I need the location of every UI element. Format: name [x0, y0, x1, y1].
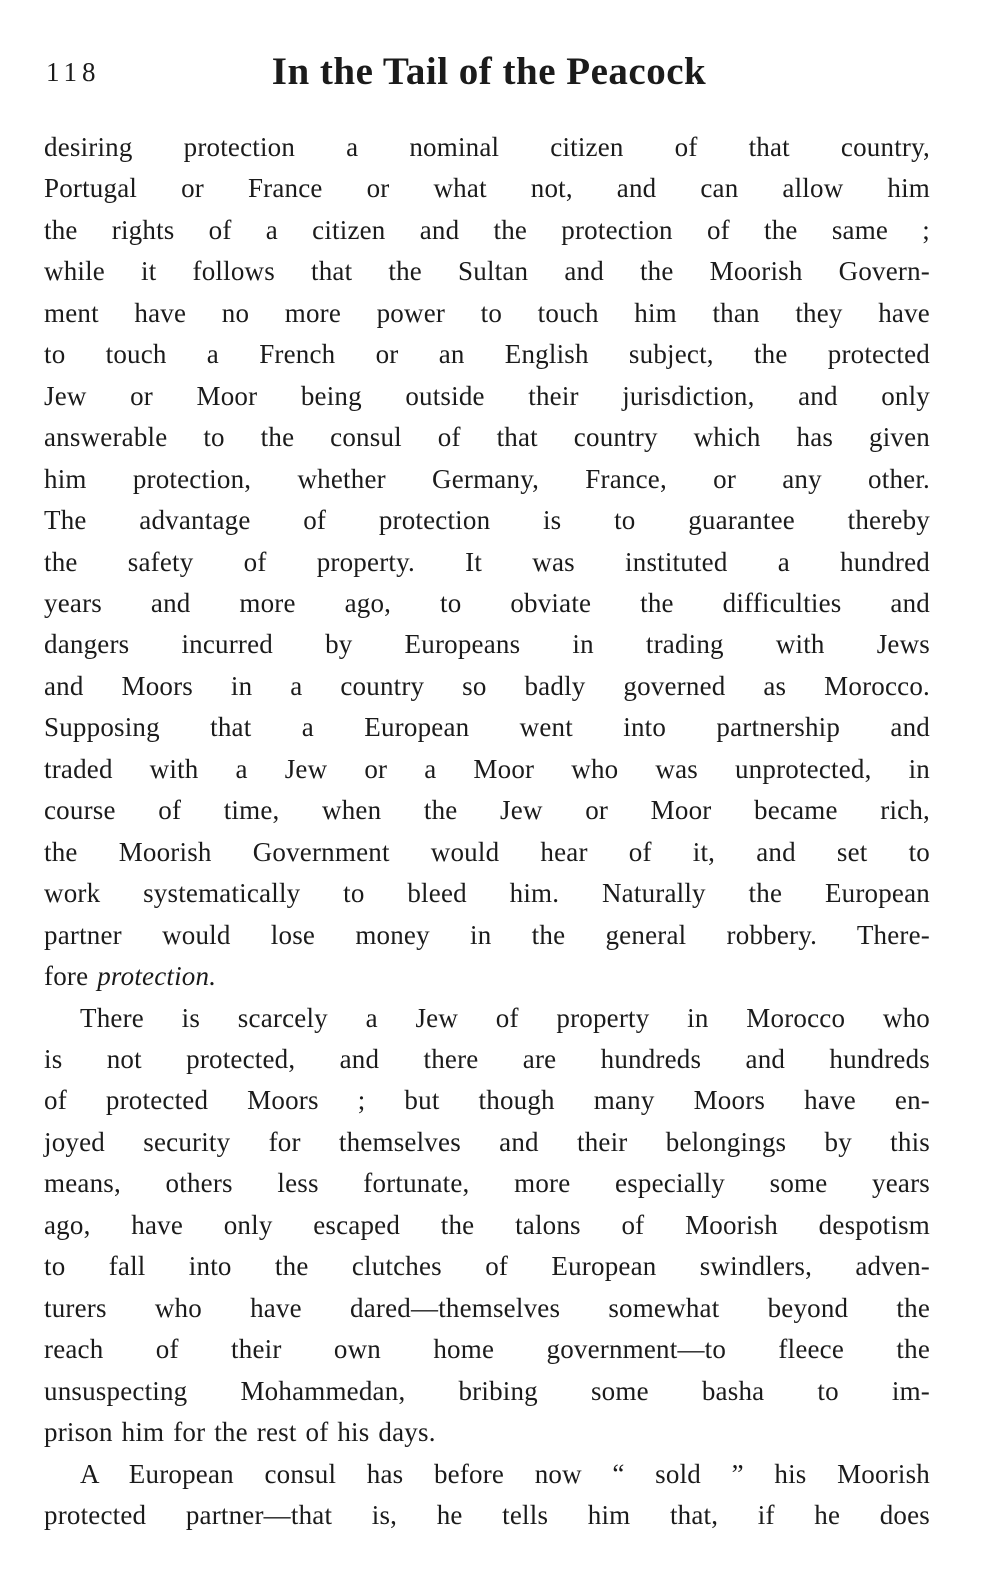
text-segment: the safety of property. It was instituted a hundred	[44, 546, 930, 577]
text-segment: The advantage of protection is to guarantee thereby	[44, 505, 930, 536]
text-segment: to fall into the clutches of European swindlers, adven-	[44, 1251, 930, 1282]
text-segment: means, others less fortunate, more especially some years	[44, 1168, 930, 1199]
italic-word: protection.	[97, 961, 217, 992]
text-line	[44, 168, 930, 209]
text-segment: reach of their own home government—to fleece the	[44, 1334, 930, 1365]
text-line	[44, 376, 930, 417]
text-line	[44, 1080, 930, 1121]
text-segment: work systematically to bleed him. Naturally the European	[44, 878, 930, 909]
text-line	[44, 1122, 930, 1163]
text-line	[44, 749, 930, 790]
text-line	[44, 1454, 930, 1495]
text-segment: years and more ago, to obviate the difficulties and	[44, 587, 930, 618]
text-line	[44, 1163, 930, 1204]
text-line	[44, 1039, 930, 1080]
text-line	[44, 832, 930, 873]
text-segment: of protected Moors ; but though many Moors have en-	[44, 1085, 930, 1116]
text-segment: answerable to the consul of that country which has given	[44, 422, 930, 453]
page-header	[44, 46, 934, 98]
text-line	[44, 500, 930, 541]
text-line	[44, 1412, 930, 1453]
text-segment: traded with a Jew or a Moor who was unprotected, in	[44, 753, 930, 784]
text-line	[44, 1329, 930, 1370]
text-segment: protected partner—that is, he tells him that, if he does	[44, 1499, 930, 1530]
text-segment: unsuspecting Mohammedan, bribing some basha to im-	[44, 1375, 930, 1406]
text-line	[44, 210, 930, 251]
text-segment: dangers incurred by Europeans in trading with Jews	[44, 629, 930, 660]
text-segment: and Moors in a country so badly governed as Morocco.	[44, 670, 930, 701]
text-segment: ment have no more power to touch him than they have	[44, 297, 930, 328]
text-line	[44, 1246, 930, 1287]
text-segment: turers who have dared—themselves somewhat beyond the	[44, 1292, 930, 1323]
text-line	[44, 915, 930, 956]
text-line	[44, 1205, 930, 1246]
running-title: In the Tail of the Peacock	[271, 50, 707, 93]
text-line	[44, 417, 930, 458]
text-segment: There is scarcely a Jew of property in Morocco who	[80, 1002, 930, 1033]
text-segment: Portugal or France or what not, and can allow him	[44, 173, 930, 204]
text-segment: him protection, whether Germany, France, or any other.	[44, 463, 930, 494]
text-line	[44, 1495, 930, 1536]
text-segment: prison him for the rest of his days.	[44, 1417, 436, 1448]
text-line	[44, 956, 930, 997]
text-line	[44, 873, 930, 914]
text-segment: the rights of a citizen and the protection of the same ;	[44, 214, 930, 245]
text-line	[44, 707, 930, 748]
text-line	[44, 1371, 930, 1412]
text-segment: the Moorish Government would hear of it, and set to	[44, 836, 930, 867]
text-line	[44, 251, 930, 292]
text-segment: partner would lose money in the general robbery. There-	[44, 919, 930, 950]
text-segment: fore	[44, 961, 98, 992]
text-line	[44, 334, 930, 375]
text-line	[44, 542, 930, 583]
page-number: 118	[46, 57, 101, 87]
text-segment: joyed security for themselves and their belongings by this	[44, 1126, 930, 1157]
text-segment: course of time, when the Jew or Moor became rich,	[44, 795, 930, 826]
text-line	[44, 459, 930, 500]
text-segment: desiring protection a nominal citizen of that country,	[44, 132, 930, 162]
text-line	[44, 583, 930, 624]
text-line	[44, 293, 930, 334]
text-segment: A European consul has before now “ sold ” his Moorish	[80, 1458, 930, 1489]
page-body	[44, 127, 930, 1536]
text-line	[44, 1288, 930, 1329]
text-line	[44, 998, 930, 1039]
text-segment: Jew or Moor being outside their jurisdiction, and only	[44, 380, 930, 411]
text-segment: Supposing that a European went into partnership and	[44, 712, 930, 743]
text-line	[44, 624, 930, 665]
text-line	[44, 666, 930, 707]
text-line	[44, 127, 930, 168]
text-segment: to touch a French or an English subject, the protected	[44, 339, 930, 370]
text-segment: is not protected, and there are hundreds and hundreds	[44, 1043, 930, 1074]
text-segment: while it follows that the Sultan and the Moorish Govern-	[44, 256, 930, 287]
text-segment: ago, have only escaped the talons of Moorish despotism	[44, 1209, 930, 1240]
text-line	[44, 790, 930, 831]
